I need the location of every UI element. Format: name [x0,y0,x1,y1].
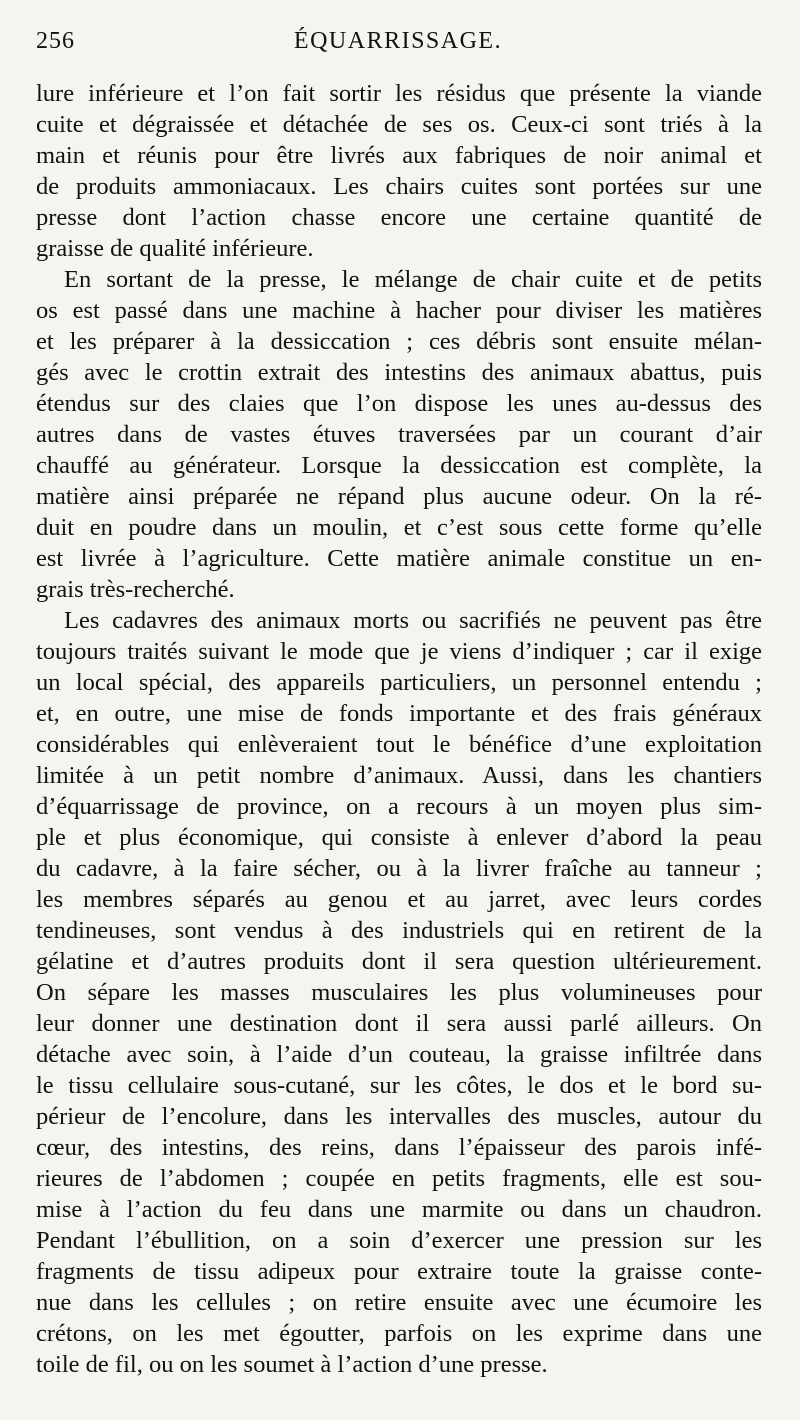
text-line: graisse de qualité inférieure. [36,235,314,262]
body-text [36,78,762,1380]
text-line: les membres séparés au genou et au jarret, avec leurs cordes [36,886,762,913]
text-line: considérables qui enlèveraient tout le bénéfice d’une exploitation [36,731,762,758]
text-line: duit en poudre dans un moulin, et c’est sous cette forme qu’elle [36,514,762,541]
text-line: Les cadavres des animaux morts ou sacrifiés ne peuvent pas être [64,607,762,634]
text-line: En sortant de la presse, le mélange de chair cuite et de petits [64,266,762,293]
text-line: os est passé dans une machine à hacher pour diviser les matières [36,297,762,324]
page-header [36,28,760,62]
text-line: un local spécial, des appareils particuliers, un personnel entendu ; [36,669,762,696]
text-line: autres dans de vastes étuves traversées par un courant d’air [36,421,762,448]
text-line: lure inférieure et l’on fait sortir les résidus que présente la viande [36,80,762,107]
text-line: Pendant l’ébullition, on a soin d’exercer une pression sur les [36,1227,762,1254]
text-line: toujours traités suivant le mode que je viens d’indiquer ; car il exige [36,638,762,665]
text-line: du cadavre, à la faire sécher, ou à la livrer fraîche au tanneur ; [36,855,762,882]
text-line: grais très-recherché. [36,576,235,603]
text-line: le tissu cellulaire sous-cutané, sur les côtes, le dos et le bord su- [36,1072,762,1099]
text-line: On sépare les masses musculaires les plus volumineuses pour [36,979,762,1006]
text-line: et, en outre, une mise de fonds importante et des frais généraux [36,700,762,727]
text-line: de produits ammoniacaux. Les chairs cuites sont portées sur une [36,173,762,200]
text-line: tendineuses, sont vendus à des industriels qui en retirent de la [36,917,762,944]
page-number: 256 [36,28,75,54]
text-line: gés avec le crottin extrait des intestins des animaux abattus, puis [36,359,762,386]
text-line: chauffé au générateur. Lorsque la dessiccation est complète, la [36,452,762,479]
text-line: mise à l’action du feu dans une marmite ou dans un chaudron. [36,1196,762,1223]
text-line: crétons, on les met égoutter, parfois on les exprime dans une [36,1320,762,1347]
text-line: toile de fil, ou on les soumet à l’action d’une presse. [36,1351,548,1378]
text-line: limitée à un petit nombre d’animaux. Aussi, dans les chantiers [36,762,762,789]
text-line: rieures de l’abdomen ; coupée en petits fragments, elle est sou- [36,1165,762,1192]
text-line: leur donner une destination dont il sera aussi parlé ailleurs. On [36,1010,762,1037]
text-line: gélatine et d’autres produits dont il sera question ultérieurement. [36,948,762,975]
text-line: périeur de l’encolure, dans les intervalles des muscles, autour du [36,1103,762,1130]
text-line: cœur, des intestins, des reins, dans l’épaisseur des parois infé- [36,1134,762,1161]
text-line: détache avec soin, à l’aide d’un couteau, la graisse infiltrée dans [36,1041,762,1068]
text-line: d’équarrissage de province, on a recours à un moyen plus sim- [36,793,762,820]
text-line: ple et plus économique, qui consiste à enlever d’abord la peau [36,824,762,851]
text-line: et les préparer à la dessiccation ; ces débris sont ensuite mélan- [36,328,762,355]
text-line: presse dont l’action chasse encore une certaine quantité de [36,204,762,231]
text-line: nue dans les cellules ; on retire ensuite avec une écumoire les [36,1289,762,1316]
text-line: cuite et dégraissée et détachée de ses os. Ceux-ci sont triés à la [36,111,762,138]
text-line: fragments de tissu adipeux pour extraire toute la graisse conte- [36,1258,762,1285]
text-line: main et réunis pour être livrés aux fabriques de noir animal et [36,142,762,169]
text-line: matière ainsi préparée ne répand plus aucune odeur. On la ré- [36,483,762,510]
running-head: ÉQUARRISSAGE. [293,28,503,54]
text-line: est livrée à l’agriculture. Cette matière animale constitue un en- [36,545,762,572]
text-line: étendus sur des claies que l’on dispose les unes au-dessus des [36,390,762,417]
